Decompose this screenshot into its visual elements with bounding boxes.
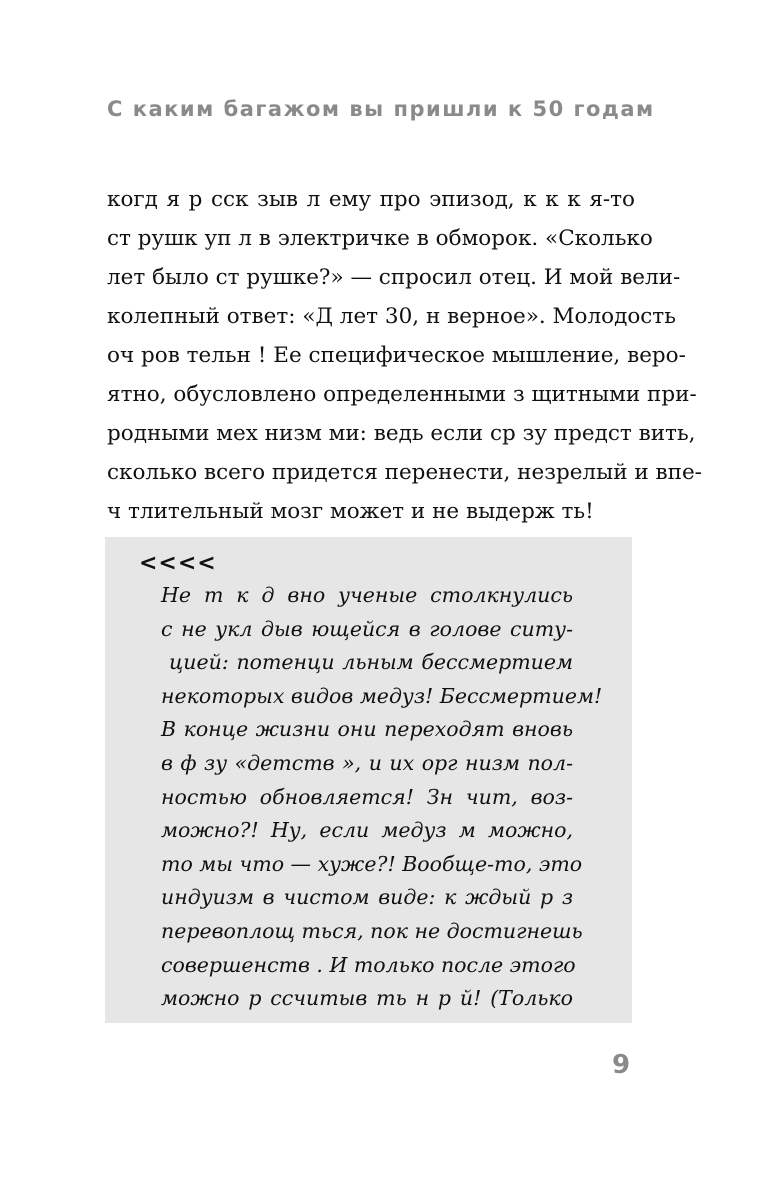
box-line: Не т к д вно ученые столкнулись bbox=[161, 583, 573, 607]
body-line: ятно, обусловлено определенными з щитными при- bbox=[107, 382, 697, 407]
body-line: когд я р сск зыв л ему про эпизод, к к к я-то bbox=[107, 187, 635, 212]
box-line: то мы что — хуже?! Вообще-то, это bbox=[161, 851, 583, 876]
body-line: лет было ст рушке?» — спросил отец. И мой вели- bbox=[107, 265, 681, 290]
box-line: некоторых видов медуз! Бессмертием! bbox=[161, 683, 603, 708]
box-line: можно р ссчитыв ть н р й! (Только bbox=[161, 986, 573, 1011]
box-line: В конце жизни они переходят вновь bbox=[161, 717, 573, 742]
body-line: колепный ответ: «Д лет 30, н верное». Молодость bbox=[107, 304, 676, 329]
box-line: ностью обновляется! Зн чит, воз- bbox=[161, 784, 573, 809]
box-line: циeй: потенци льным бессмертием bbox=[169, 650, 573, 675]
box-line: индуизм в чистом виде: к ждый р з bbox=[161, 885, 573, 910]
body-line: ст рушк уп л в электричке в обморок. «Сколько bbox=[107, 226, 653, 251]
body-line: сколько всего придется перенести, незрелый и впе- bbox=[107, 460, 702, 485]
box-line: в ф зу «детств », и их орг низм пол- bbox=[161, 750, 573, 775]
box-marker-icon: <<<< bbox=[139, 551, 217, 576]
running-header: С каким багажом вы пришли к 50 годам bbox=[107, 97, 655, 121]
body-line: ч тлительный мозг может и не выдерж ть! bbox=[107, 499, 594, 524]
body-line: родными мех низм ми: ведь если ср зу предст вить, bbox=[107, 421, 696, 446]
box-line: перевоплощ ться, пок не достигнешь bbox=[161, 918, 583, 943]
box-line: с не укл дыв ющейся в голове ситу- bbox=[161, 616, 573, 641]
body-text bbox=[107, 180, 702, 531]
box-text bbox=[161, 579, 603, 1016]
sidebar-box bbox=[105, 537, 632, 1023]
body-line: оч ров тельн ! Ее специфическое мышление, веро- bbox=[107, 343, 686, 368]
page-number: 9 bbox=[612, 1050, 631, 1080]
box-line: совершенств . И только после этого bbox=[161, 952, 576, 977]
box-line: можно?! Ну, если медуз м можно, bbox=[161, 818, 573, 843]
